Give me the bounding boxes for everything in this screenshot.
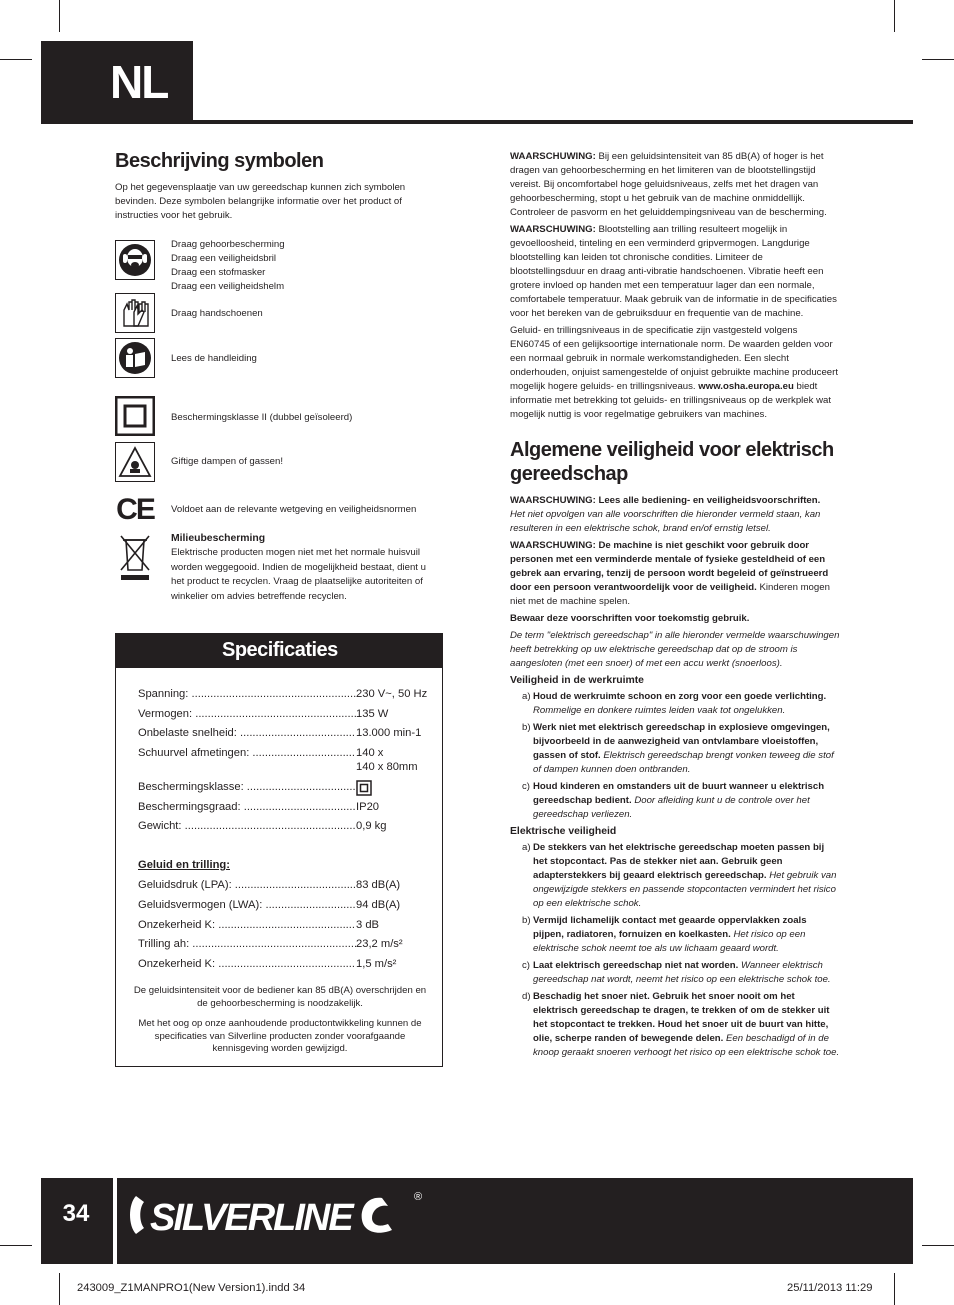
ppe-line: Draag gehoorbescherming	[171, 239, 285, 250]
date-slug: 25/11/2013 11:29	[787, 1282, 873, 1294]
symbols-title: Beschrijving symbolen	[115, 150, 324, 172]
ppe-line: Draag een stofmasker	[171, 267, 266, 278]
crop-mark	[894, 1273, 895, 1305]
safety-item: c) Laat elektrisch gereedschap niet nat worden. Wanneer elektrisch gereedschap nat wordt, neemt het risico op een elektrische schok toe.	[522, 960, 831, 985]
symbols-section	[115, 150, 445, 223]
safety-item: b) Werk niet met elektrisch gereedschap in explosieve omgevingen, bijvoorbeeld in de aanwezigheid van ontvlambare vloeistoffen, gassen of stof. Elektrisch gereedschap brengt vonken teweeg die stof of dampen kunnen doen ontbranden.	[522, 722, 834, 775]
keep-instructions: Bewaar deze voorschriften voor toekomstig gebruik.	[510, 613, 750, 624]
crop-mark	[922, 59, 954, 60]
manual-text: Lees de handleiding	[171, 353, 257, 364]
milieu-body: Elektrische producten mogen niet met het normale huisvuil worden weggegooid. Indien de mogelijkheid bestaat, dient u het product te recyclen. Vraag de plaatselijke autoriteiten of winkelier om advies betreffende recyclen.	[171, 547, 426, 602]
safety-item: c) Houd kinderen en omstanders uit de buurt wanneer u elektrisch gereedschap bedient. Door afleiding kunt u de controle over het gereedschap verliezen.	[522, 781, 825, 820]
milieu-title: Milieubescherming	[171, 533, 266, 544]
crop-mark	[59, 0, 60, 32]
safety-item: a) Houd de werkruimte schoon en zorg voor een goede verlichting. Rommelige en donkere ruimtes leiden vaak tot ongelukken.	[522, 691, 827, 716]
ppe-line: Draag een veiligheidsbril	[171, 253, 277, 264]
work-area-title: Veiligheid in de werkruimte	[510, 675, 644, 686]
geluid-title: Geluid en trilling:	[138, 859, 230, 871]
language-tab: NL	[41, 41, 193, 123]
weee-bin-icon	[115, 534, 155, 582]
crop-mark	[0, 1245, 32, 1246]
persons-warning: WAARSCHUWING: De machine is niet geschikt voor gebruik door personen met een verminderde mentale of fysieke gesteldheid of een gebrek aan ervaring, tenzij de persoon wordt begeleid of geïnstrueerd door een persoon verantwoordelijk voor de veiligheid. Kinderen mogen niet met de machine spelen.	[510, 540, 830, 607]
crop-mark	[0, 59, 32, 60]
levels-paragraph: Geluid- en trillingsniveaus in de specificatie zijn vastgesteld volgens EN60745 of een gelijksoortige internationale norm. De waarden gelden voor een normaal gebruik in normale werkomstandigheden. Een slecht onderhouden, onjuist samengestelde of onjuist gebruikte machine produceert mogelijk hogere geluids- en trillingsniveaus. www.osha.europa.eu biedt informatie met betrekking tot geluids- en trillingsniveaus op de werkplek wat mogelijk nuttig is voor regelmatige gebruikers van machines.	[510, 325, 839, 420]
footer-divider	[113, 1178, 117, 1264]
class-ii-text: Beschermingsklasse II (dubbel geïsoleerd)	[171, 412, 353, 423]
class-ii-small-icon	[356, 780, 372, 796]
ce-mark-icon: CE	[116, 493, 154, 526]
read-instructions-warning: WAARSCHUWING: Lees alle bediening- en veiligheidsvoorschriften. Het niet opvolgen van alle voorschriften die hieronder vermeld staan, kan resulteren in een elektrische schok, brand en/of ernstig letsel.	[510, 495, 821, 534]
class-ii-icon	[115, 396, 155, 436]
milieu-block	[171, 532, 433, 604]
manual-icon	[115, 338, 155, 378]
toxic-text: Giftige dampen of gassen!	[171, 456, 283, 467]
general-safety-title: Algemene veiligheid voor elektrisch gereedschap	[510, 439, 834, 485]
ppe-icon	[115, 240, 155, 280]
gloves-icon	[115, 293, 155, 333]
toxic-warning-icon	[115, 442, 155, 482]
svg-text:SILVERLINE: SILVERLINE	[150, 1197, 352, 1239]
page-number: 34	[62, 1200, 90, 1227]
svg-text:®: ®	[414, 1191, 423, 1203]
crop-mark	[894, 0, 895, 32]
term-definition: De term "elektrisch gereedschap" in alle hieronder vermelde waarschuwingen heeft betrekking op uw elektrische gereedschap dat op de stroom is aangesloten (met een snoer) of met een accu werkt (snoerloos).	[510, 630, 840, 669]
spec-note-noise: De geluidsintensiteit voor de bediener kan 85 dB(A) overschrijden en de gehoorbescherming is noodzakelijk.	[133, 985, 427, 1009]
ppe-text	[171, 238, 285, 294]
ce-text: Voldoet aan de relevante wetgeving en veiligheidsnormen	[171, 504, 417, 515]
safety-item: d) Beschadig het snoer niet. Gebruik het snoer nooit om het elektrisch gereedschap te dragen, te trekken of om de stekker uit het stopcontact te trekken. Houd het snoer uit de buurt van hitte, olie, scherpe randen of bewegende delen. Een beschadigd of in de knoop geraakt snoeren verhoogt het risico op een elektrische schok toe.	[522, 991, 840, 1058]
right-column	[510, 150, 840, 1063]
electrical-safety-title: Elektrische veiligheid	[510, 826, 617, 837]
gloves-text: Draag handschoenen	[171, 308, 263, 319]
specifications-box: Specificaties Spanning: ..... 230 V~, 50 Hz Vermogen: ..... 135 W Onbelaste snelheid: ..... 13.000 min-1 Schuurvel afmetingen: ..... 140 x 140 x 80mm Beschermingsklasse: ..... Beschermingsgraad: ..... IP20 Gewicht: ..... 0,9 kg Geluid en trilling: Geluidsdruk (LPA): ..... 83 dB(A) Geluidsvermogen (LWA): ..... 94 dB(A) Onzekerheid K: ..... 3 dB Trilling ah: ..... 23,2 m/s² Onzekerheid K: ..... 1,5 m/s² De geluidsintensiteit voor de bediener kan 85 dB(A) overschrijden en de gehoorbescherming is noodzakelijk. Met het oog op onze aanhoudende productontwikkeling kunnen de specificaties van Silverline producten zonder voorafgaande kennisgeving worden gewijzigd.	[115, 633, 443, 1067]
file-slug: 243009_Z1MANPRO1(New Version1).indd 34	[77, 1282, 306, 1294]
crop-mark	[59, 1273, 60, 1305]
symbols-intro: Op het gegevensplaatje van uw gereedschap kunnen zich symbolen bevinden. Deze symbolen belangrijke informatie over het product of instructies voor het gebruik.	[115, 182, 406, 221]
safety-item: b) Vermijd lichamelijk contact met geaarde oppervlakken zoals pijpen, radiatoren, fornuizen en koelkasten. Het risico op een elektrische schok neemt toe als uw lichaam geaard wordt.	[522, 915, 807, 954]
silverline-logo	[130, 1186, 430, 1244]
ppe-line: Draag een veiligheidshelm	[171, 281, 285, 292]
noise-warning: WAARSCHUWING: Bij een geluidsintensiteit van 85 dB(A) of hoger is het dragen van gehoorbescherming en het limiteren van de blootstellingstijd vereist. Bij oncomfortabel hoge geluidsniveaus, zelfs met het dragen van gehoorbescherming, stopt u het gebruik van de machine onmiddellijk. Controleer de pasvorm en het geluiddempingsniveau van de bescherming.	[510, 151, 827, 218]
vibration-warning: WAARSCHUWING: Blootstelling aan trilling resulteert mogelijk in gevoelloosheid, tinteling en een verminderd gripvermogen. Langdurige blootstelling kan leiden tot chronische condities. Limiteer de blootstellingsduur en draag anti-vibratie handschoenen. Vibratie heeft een grotere invloed op handen met een temperatuur lager dan een normale, comfortabele temperatuur. Maak gebruik van de informatie in de specificaties voor het bereken van de gebruiksduur en frequentie van de machine.	[510, 224, 837, 319]
crop-mark	[922, 1245, 954, 1246]
specifications-title: Specificaties	[116, 634, 442, 668]
spec-note-development: Met het oog op onze aanhoudende productontwikkeling kunnen de specificaties van Silverline producten zonder voorafgaande kennisgeving worden gewijzigd.	[138, 1018, 422, 1054]
safety-item: a) De stekkers van het elektrische gereedschap moeten passen bij het stopcontact. Pas de stekker niet aan. Gebruik geen adapterstekkers bij geaard elektrisch gereedschap. Het gebruik van ongewijzigde stekkers en passende stopcontacten vermindert het risico op een elektrische schok.	[522, 842, 837, 909]
header-rule	[41, 120, 913, 124]
